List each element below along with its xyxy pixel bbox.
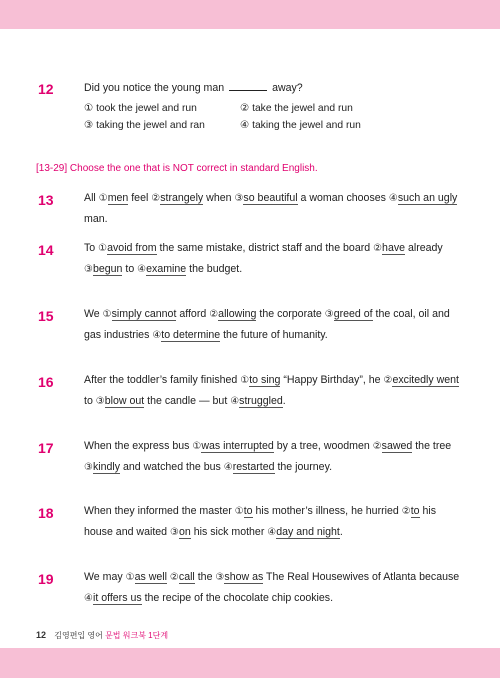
sentence-text: his house and waited [84,505,437,538]
sentence-text: afford [176,308,210,320]
underlined-choice: sawed [381,440,413,452]
question-text [84,370,464,412]
question-number: 15 [38,308,54,324]
choice-marker: ① [98,243,108,254]
choice-marker: ③ [324,309,334,320]
choice-marker: ④ [230,396,240,407]
stem-after: away? [272,82,303,94]
choice-marker: ② [169,572,179,583]
underlined-choice: men [107,192,129,204]
sentence-text: We may [84,571,126,583]
section-instruction: [13-29] Choose the one that is NOT correct in standard English. [36,163,318,174]
sentence-text: the coal, oil and gas industries [84,308,450,341]
top-pink-band [0,0,500,29]
choice-marker: ④ [84,593,93,604]
choice-marker: ④ [388,193,398,204]
sentence-text: When the express bus [84,440,193,452]
sentence-text: to [122,263,138,275]
question-12-stem [84,78,484,99]
sentence-text: the [194,571,216,583]
question-text [84,188,464,230]
sentence-text: the corporate [256,308,325,320]
question-text [84,304,464,346]
sentence-text: All [84,192,99,204]
sentence-text: To [84,242,99,254]
choice-marker: ② [383,375,393,386]
underlined-choice: blow out [104,395,145,407]
option-1[interactable]: ① took the jewel and run [84,103,197,114]
underlined-choice: to [410,505,420,517]
sentence-text: to [84,395,96,407]
underlined-choice: as well [134,571,167,583]
sentence-text: the candle — but [144,395,231,407]
choice-marker: ③ [215,572,225,583]
underlined-choice: on [178,526,191,538]
question-text [84,238,464,280]
choice-marker: ④ [267,527,277,538]
choice-marker: ② [151,193,161,204]
sentence-text: his sick mother [190,526,268,538]
underlined-choice: allowing [218,308,257,320]
choice-marker: ③ [234,193,244,204]
choice-marker: ③ [95,396,105,407]
option-4[interactable]: ④ taking the jewel and run [240,120,361,131]
sentence-text: man. [84,213,108,225]
choice-marker: ④ [152,330,162,341]
underlined-choice: begun [92,263,123,275]
option-2[interactable]: ② take the jewel and run [240,103,353,114]
question-number: 19 [38,571,54,587]
underlined-choice: struggled [239,395,283,407]
sentence-text: . [282,395,286,407]
choice-marker: ① [125,572,135,583]
underlined-choice: to [243,505,253,517]
question-text [84,436,464,478]
sentence-text: by a tree, woodmen [273,440,373,452]
sentence-text: We [84,308,103,320]
sentence-text: the same mistake, district staff and the board [156,242,374,254]
question-number: 18 [38,505,54,521]
underlined-choice: to determine [161,329,221,341]
underlined-choice: examine [146,263,187,275]
option-3[interactable]: ③ taking the jewel and ran [84,120,205,131]
stem-before: Did you notice the young man [84,82,225,94]
question-number: 16 [38,374,54,390]
question-number: 13 [38,192,54,208]
underlined-choice: restarted [232,461,275,473]
book-title-suffix: 문법 워크북 1단계 [105,631,169,640]
sentence-text: his mother’s illness, he hurried [252,505,402,517]
choice-marker: ③ [84,462,93,473]
sentence-text: the recipe of the chocolate chip cookies. [141,592,334,604]
question-text [84,501,464,543]
question-text [84,567,464,609]
choice-marker: ② [401,506,411,517]
choice-marker: ② [372,441,382,452]
sentence-text: and watched the bus [120,461,224,473]
underlined-choice: such an ugly [397,192,458,204]
choice-marker: ① [192,441,202,452]
question-number-12: 12 [38,81,54,97]
underlined-choice: avoid from [107,242,157,254]
sentence-text: “Happy Birthday”, he [280,374,384,386]
sentence-text: After the toddler’s family finished [84,374,241,386]
sentence-text: . [339,526,343,538]
underlined-choice: strangely [160,192,204,204]
sentence-text: the future of humanity. [220,329,328,341]
choice-marker: ③ [84,264,93,275]
sentence-text: the budget. [186,263,243,275]
sentence-text: a woman chooses [297,192,389,204]
underlined-choice: kindly [92,461,121,473]
underlined-choice: was interrupted [201,440,274,452]
underlined-choice: have [382,242,406,254]
choice-marker: ① [102,309,112,320]
choice-marker: ① [240,375,250,386]
answer-blank [229,90,267,91]
sentence-text: the journey. [274,461,333,473]
underlined-choice: excitedly went [392,374,459,386]
sentence-text: feel [128,192,152,204]
choice-marker: ① [98,193,108,204]
page-footer [36,630,168,641]
sentence-text: When they informed the master [84,505,235,517]
underlined-choice: call [178,571,195,583]
underlined-choice: so beautiful [243,192,298,204]
underlined-choice: day and night [276,526,340,538]
underlined-choice: simply cannot [111,308,177,320]
question-number: 14 [38,242,54,258]
underlined-choice: greed of [333,308,373,320]
choice-marker: ② [373,243,383,254]
choice-marker: ① [234,506,244,517]
question-number: 17 [38,440,54,456]
underlined-choice: show as [224,571,264,583]
choice-marker: ③ [170,527,179,538]
book-title-prefix: 김영편입 영어 [54,631,103,640]
sentence-text: The Real Housewives of Atlanta because [263,571,460,583]
sentence-text: already [405,242,443,254]
sentence-text: when [203,192,235,204]
bottom-pink-band [0,648,500,678]
underlined-choice: to sing [249,374,281,386]
choice-marker: ④ [137,264,147,275]
page-number: 12 [36,630,47,640]
choice-marker: ② [209,309,219,320]
sentence-text: the tree [412,440,452,452]
choice-marker: ④ [223,462,233,473]
underlined-choice: it offers us [92,592,142,604]
